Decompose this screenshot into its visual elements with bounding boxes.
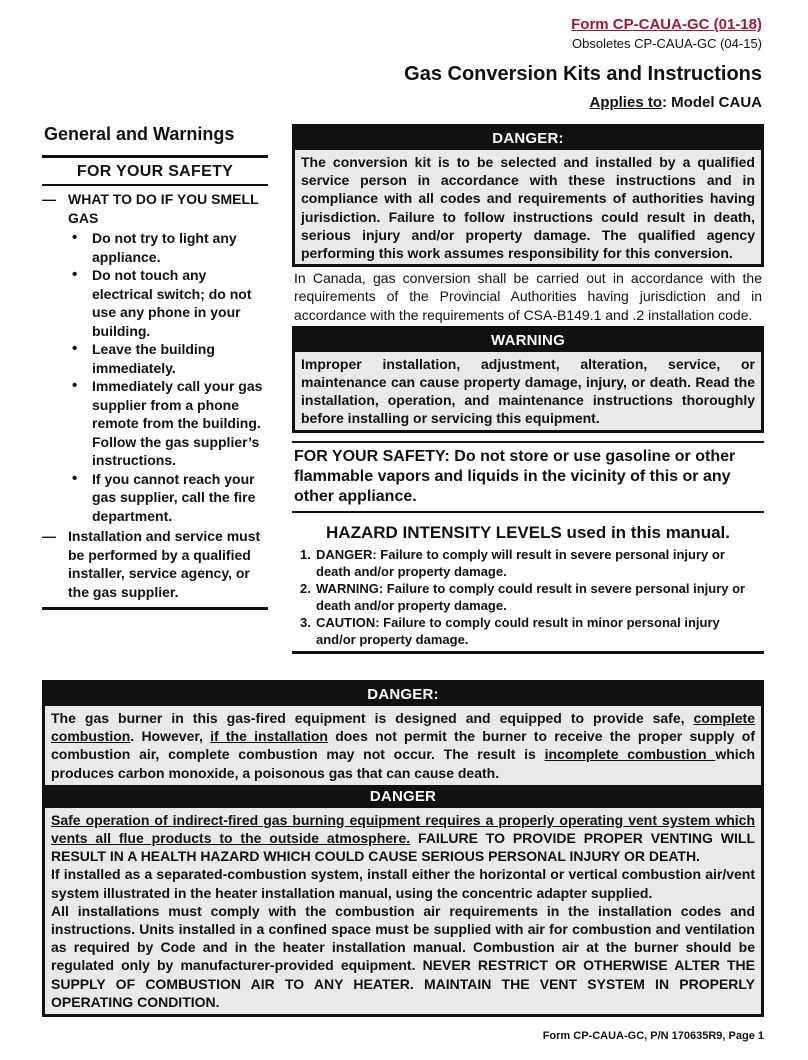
list-item xyxy=(300,580,764,614)
bullet-text: Do not try to light any appliance. xyxy=(92,230,237,265)
list-item xyxy=(300,546,764,580)
list-item xyxy=(72,377,268,470)
bullet-text: If you cannot reach your gas supplier, call the fire department. xyxy=(92,470,256,524)
warning-title: WARNING xyxy=(295,329,761,352)
combustion-air-paragraph: All installations must comply with the combustion air requirements in the installation codes and instructions. Units installed in a confined space must be supplied with air for combustion and ventilation as required by Code and in the heater installation manual. Combustion air at the burner should be regulated only by manufacturer-provided equipment. NEVER RESTRICT OR OTHERWISE ALTER THE SUPPLY OF COMBUSTION AIR TO ANY HEATER. MAINTAIN THE VENT SYSTEM IN PROPERLY OPERATING CONDITION. xyxy=(51,902,755,1010)
list-item xyxy=(72,470,268,526)
form-number: Form CP-CAUA-GC (01-18) xyxy=(571,16,762,33)
bullet-icon: • xyxy=(72,340,78,357)
text-underlined: if the installation xyxy=(210,728,328,745)
bullet-text: Do not touch any electrical switch; do not use any phone in your building. xyxy=(92,267,252,339)
text-underlined: incomplete combustion xyxy=(544,746,716,763)
hazard-levels xyxy=(292,523,764,654)
bullet-icon: • xyxy=(72,266,78,283)
list-item xyxy=(72,266,268,340)
right-column xyxy=(292,124,764,654)
hazard-title: HAZARD INTENSITY LEVELS used in this manual. xyxy=(326,522,730,542)
list-item xyxy=(300,614,764,648)
danger-vent-title: DANGER xyxy=(45,785,761,808)
danger-box-conversion xyxy=(292,124,764,267)
danger-title: DANGER: xyxy=(295,127,761,150)
danger-title: DANGER: xyxy=(45,683,761,706)
bullet-icon: • xyxy=(72,377,78,394)
text-underlined: complete combustion xyxy=(51,710,755,745)
canada-text: In Canada, gas conversion shall be carried out in accordance with the requirements of the Provincial Authorities having jurisdiction and in accordance with the requirements of CSA-B149.1 and .2 installation code. xyxy=(294,270,762,323)
text-underlined: Safe operation of indirect-fired gas burning equipment requires a properly operating vent system which vents all flue products to the outside atmosphere. xyxy=(51,811,755,847)
hazard-number: 1. xyxy=(300,546,311,562)
text-run: does not permit the burner to receive the proper supply of combustion air, complete combustion may not occur. The result is xyxy=(51,728,755,763)
obsoletes-note: Obsoletes CP-CAUA-GC (04-15) xyxy=(572,36,762,51)
text-run: which produces carbon monoxide, a poisonous gas that can cause death. xyxy=(51,746,756,781)
installation-text: Installation and service must be performed by a qualified installer, service agency, or the gas supplier. xyxy=(68,528,261,600)
list-item xyxy=(72,229,268,266)
left-column xyxy=(42,124,268,610)
bullet-text: Leave the building immediately. xyxy=(92,341,215,376)
warning-text: Improper installation, adjustment, alteration, service, or maintenance can cause property damage, injury, or death. Read the installation, operation, and maintenance instructions thoroughly before installing or servicing this equipment. xyxy=(295,352,761,430)
danger-text: The conversion kit is to be selected and installed by a qualified service person in accordance with these instructions and in compliance with all codes and requirements of authorities having jurisdiction. Failure to follow instructions could result in death, serious injury and/or property damage. The qualified agency performing this work assumes responsibility for this conversion. xyxy=(295,150,761,264)
safety-box xyxy=(42,155,268,610)
bullet-icon: • xyxy=(72,229,78,246)
hazard-divider xyxy=(292,651,764,654)
smell-gas-item xyxy=(42,190,268,227)
installation-item xyxy=(42,527,268,601)
hazard-text: CAUTION: Failure to comply could result in minor personal injury and/or property damage. xyxy=(316,614,720,647)
dash-mark: — xyxy=(42,528,56,544)
hazard-list xyxy=(292,546,764,648)
hazard-number: 3. xyxy=(300,614,311,630)
hazard-text: WARNING: Failure to comply could result in severe personal injury or death and/or property damage. xyxy=(316,580,746,613)
smell-gas-text: WHAT TO DO IF YOU SMELL GAS xyxy=(68,191,259,226)
text-run: The gas burner in this gas-fired equipment is designed and equipped to provide safe, xyxy=(51,710,694,726)
bullet-text: Immediately call your gas supplier from a phone remote from the building. Follow the gas supplier’s instructions. xyxy=(92,378,263,468)
vent-paragraph xyxy=(51,811,755,866)
warning-box xyxy=(292,326,764,433)
section-title: General and Warnings xyxy=(44,124,235,144)
danger-box-combustion xyxy=(42,680,764,1017)
safety-title: FOR YOUR SAFETY xyxy=(42,158,268,186)
hazard-text: DANGER: Failure to comply will result in severe personal injury or death and/or property damage. xyxy=(316,546,725,579)
applies-label: Applies to xyxy=(589,94,662,111)
safety-body xyxy=(42,186,268,607)
list-item xyxy=(72,340,268,377)
safety-storage-note: FOR YOUR SAFETY: Do not store or use gasoline or other flammable vapors and liquids in the vicinity of this or any other appliance. xyxy=(292,441,764,513)
applies-to xyxy=(589,94,762,111)
document-title: Gas Conversion Kits and Instructions xyxy=(404,63,762,85)
text-run: . However, xyxy=(130,728,211,745)
separated-combustion-paragraph: If installed as a separated-combustion system, install either the horizontal or vertical combustion air/vent system illustrated in the heater installation manual, using the concentric adapter supplied. xyxy=(51,866,755,901)
danger-combustion-text xyxy=(45,706,761,785)
applies-value: : Model CAUA xyxy=(662,94,762,111)
bullet-icon: • xyxy=(72,469,78,487)
danger-vent-text xyxy=(45,808,761,1014)
dash-mark: — xyxy=(42,191,56,207)
text-run: FAILURE TO PROVIDE PROPER VENTING WILL RESULT IN A HEALTH HAZARD WHICH COULD CAUSE SERIOUS PERSONAL INJURY OR DEATH. xyxy=(51,830,755,865)
page-footer: Form CP-CAUA-GC, P/N 170635R9, Page 1 xyxy=(542,1030,764,1042)
bullet-list xyxy=(72,229,268,525)
hazard-number: 2. xyxy=(300,580,311,596)
